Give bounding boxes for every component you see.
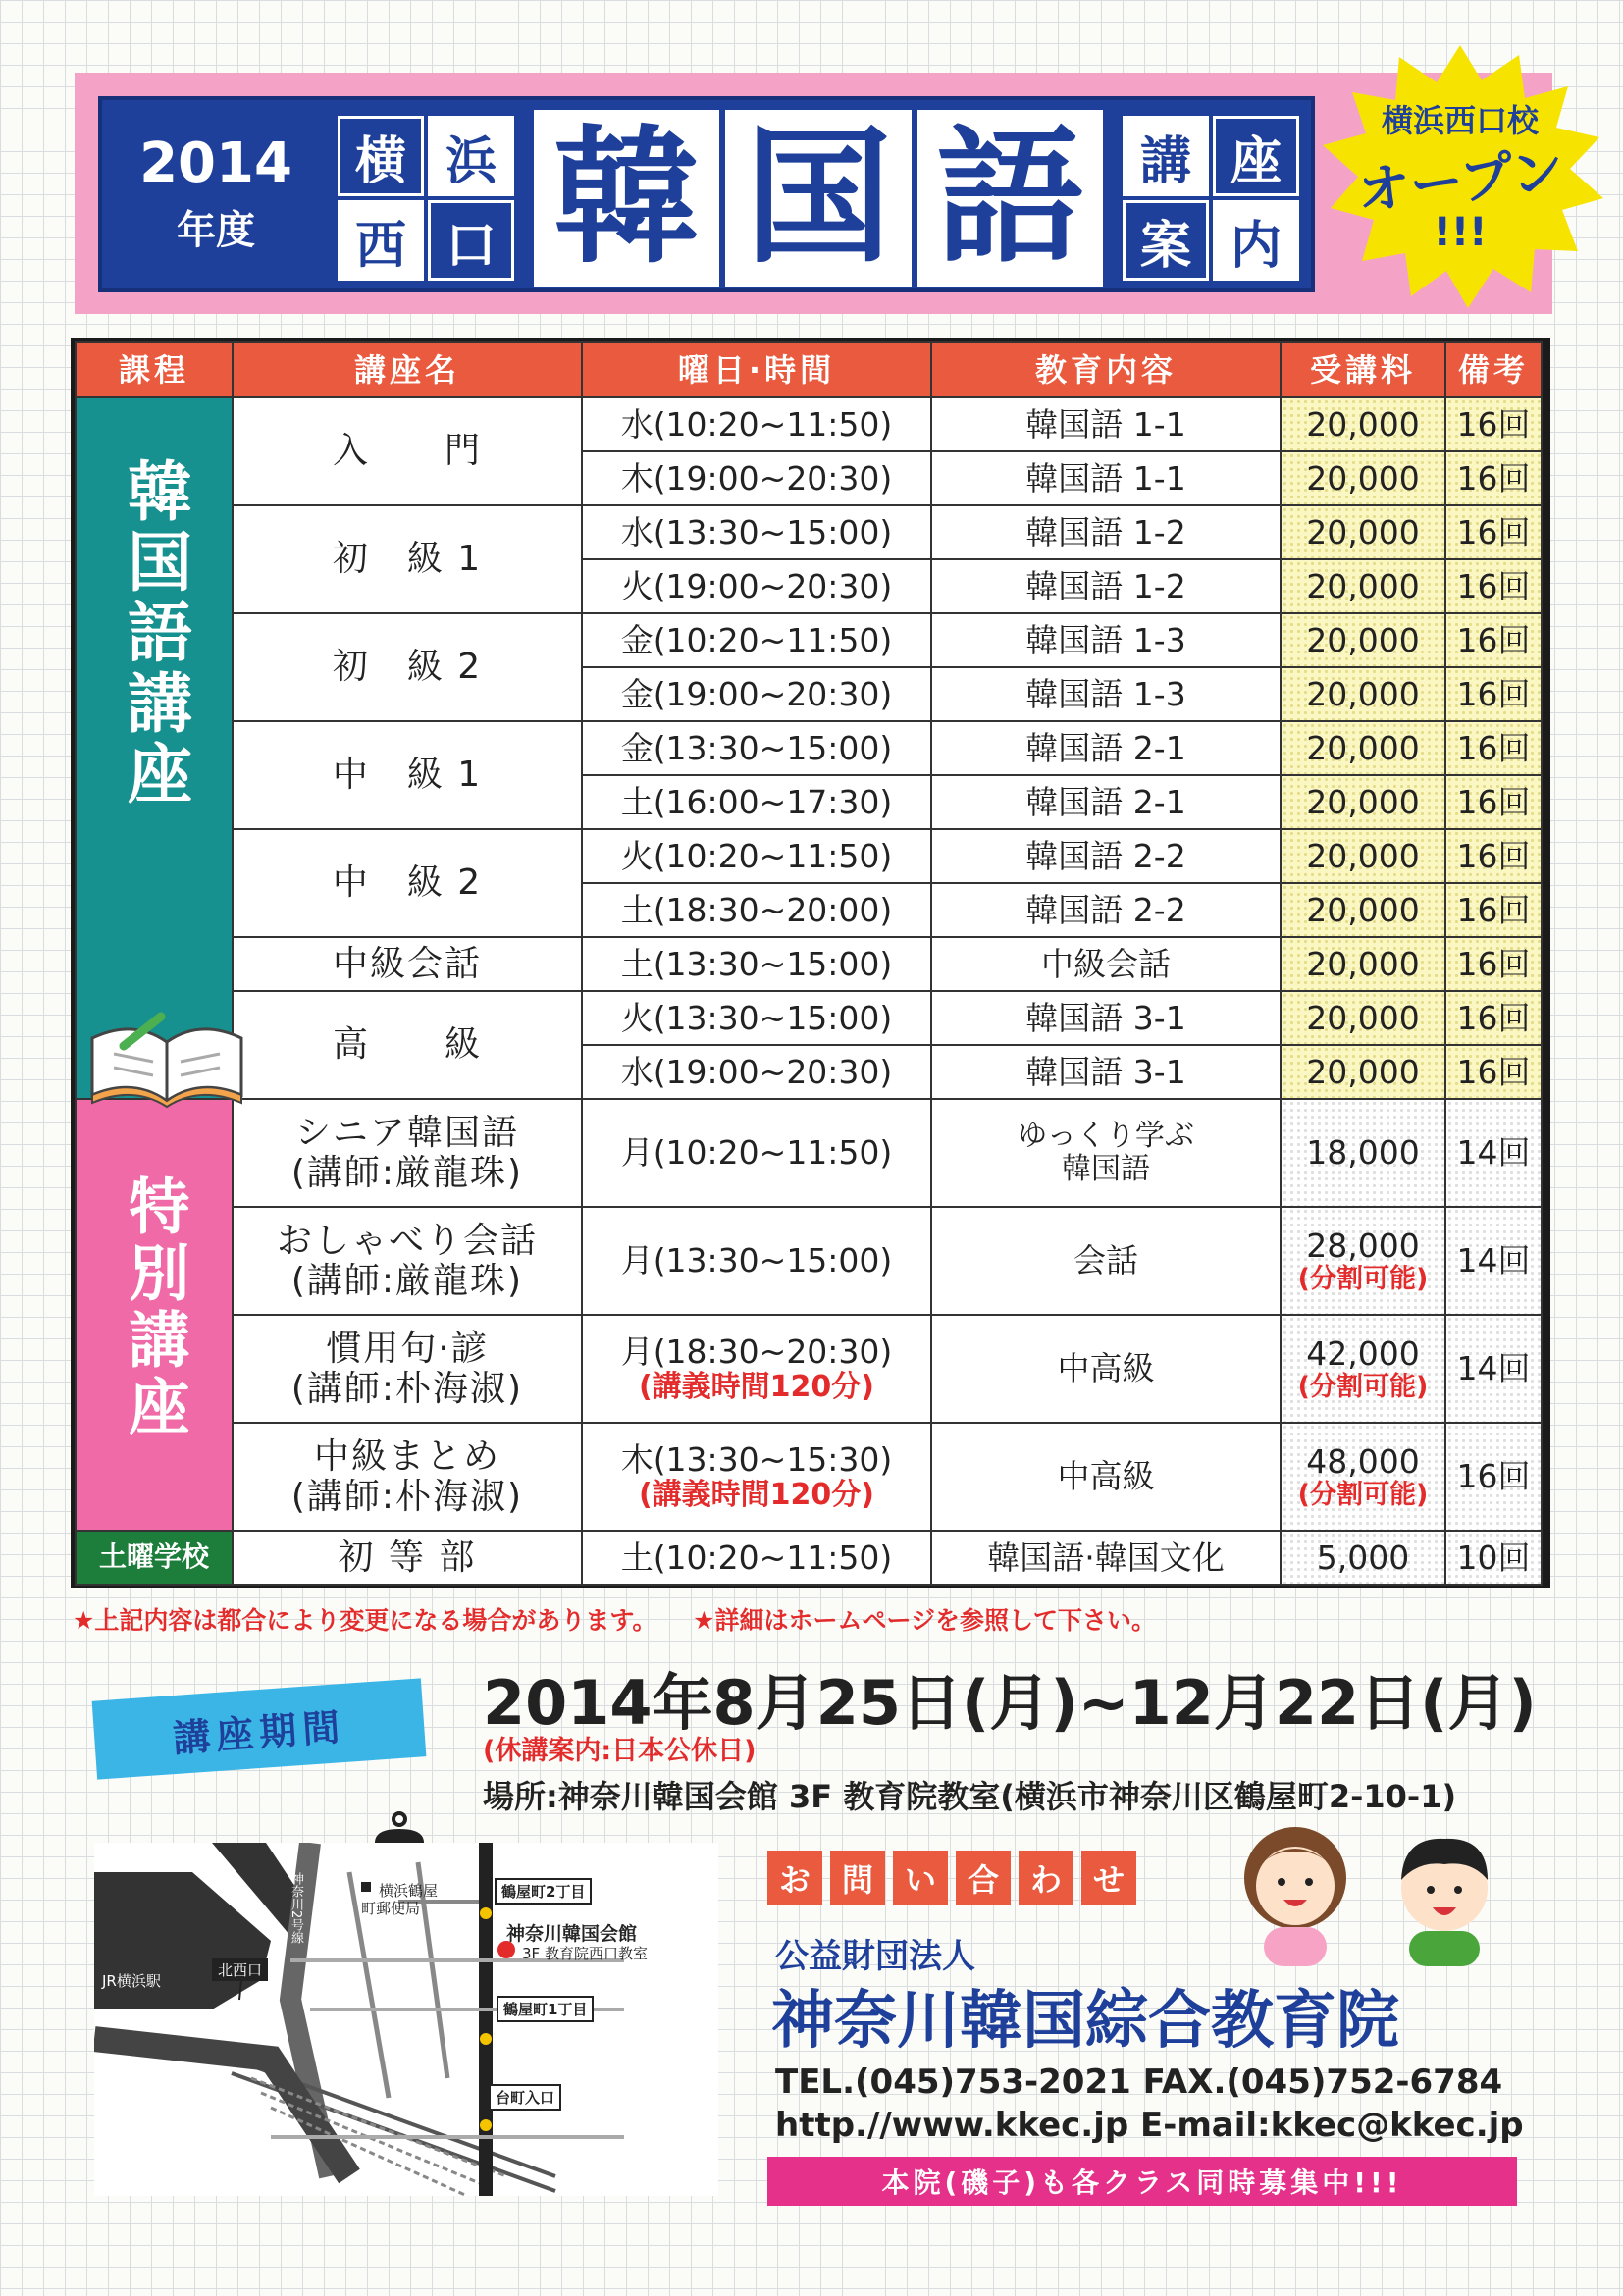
recruitment-banner: 本院(磯子)も各クラス同時募集中!!! [767,2157,1517,2206]
course-fee: 20,000 [1281,397,1445,451]
course-sessions: 16回 [1445,991,1542,1045]
station-label: JR横浜駅 [102,1972,161,1990]
course-fee: 20,000 [1281,829,1445,883]
column-header: 課程 [76,342,233,397]
table-row [76,1099,1542,1207]
course-fee [1281,1423,1445,1531]
location-char: 口 [428,200,514,281]
table-row [76,1315,1542,1423]
course-time: 水(19:00~20:30) [582,1045,931,1099]
stop-label: 鶴屋町1丁目 [497,1996,594,2022]
course-sessions: 14回 [1445,1099,1542,1207]
course-content-line1: ゆっくり学ぶ [1018,1118,1194,1153]
title-char: 国 [725,110,911,287]
course-name: 中 級 1 [233,721,582,829]
course-fee: 20,000 [1281,613,1445,667]
course-fee: 20,000 [1281,721,1445,775]
column-header: 曜日·時間 [582,342,931,397]
course-fee-amount: 48,000 [1306,1441,1420,1481]
hall-room-label: 3F 教育院西口教室 [522,1945,648,1962]
course-fee: 20,000 [1281,451,1445,505]
inquiry-char: せ [1081,1851,1136,1905]
year-label [118,116,314,281]
inquiry-heading [767,1851,1136,1905]
location-title [338,116,514,281]
course-sessions: 16回 [1445,721,1542,775]
course-content: 韓国語 1-3 [931,613,1281,667]
course-name: 初 等 部 [233,1531,582,1585]
location-char: 浜 [428,116,514,196]
table-row [76,505,1542,559]
course-content: 韓国語 2-1 [931,721,1281,775]
course-content: 韓国語·韓国文化 [931,1531,1281,1585]
course-time: 木(19:00~20:30) [582,451,931,505]
category-korean-label: 韓国語講座 [116,457,192,810]
course-sessions: 16回 [1445,451,1542,505]
burst-school-name: 横浜西口校 [1381,102,1539,139]
inquiry-char: わ [1019,1851,1073,1905]
year-suffix: 年度 [177,208,255,253]
course-fee: 20,000 [1281,937,1445,991]
column-header: 教育内容 [931,342,1281,397]
course-sessions: 16回 [1445,937,1542,991]
inquiry-char: い [893,1851,948,1905]
column-header: 備考 [1445,342,1542,397]
course-time-value: 木(13:30~15:30) [620,1439,893,1479]
category-korean [76,397,233,1099]
course-time [582,1423,931,1531]
course-content [931,1099,1281,1207]
notice-homepage: ★詳細はホームページを参照して下さい。 [693,1606,1157,1635]
course-content: 韓国語 3-1 [931,991,1281,1045]
installment-note: (分割可能) [1297,1264,1429,1295]
course-fee: 20,000 [1281,775,1445,829]
exit-label: 北西口 [212,1958,268,1981]
course-content: 会話 [931,1207,1281,1315]
course-name [233,1423,582,1531]
course-sessions: 16回 [1445,1423,1542,1531]
course-fee [1281,1207,1445,1315]
course-sessions: 16回 [1445,613,1542,667]
course-char: 内 [1213,200,1299,281]
course-name: 初 級 1 [233,505,582,613]
venue-address: 場所:神奈川韓国会館 3F 教育院教室(横浜市神奈川区鶴屋町2-10-1) [483,1778,1457,1815]
course-time: 火(10:20~11:50) [582,829,931,883]
course-time: 土(16:00~17:30) [582,775,931,829]
course-time: 金(10:20~11:50) [582,613,931,667]
column-header: 講座名 [233,342,582,397]
course-content: 中高級 [931,1315,1281,1423]
course-title: 中級まとめ [313,1435,500,1477]
table-row [76,721,1542,775]
year-number: 2014 [139,131,292,195]
course-name [233,1315,582,1423]
course-fee: 20,000 [1281,505,1445,559]
organization-name: 神奈川韓国綜合教育院 [771,1985,1399,2058]
burst-open-text: オープン [1354,139,1567,223]
course-content: 韓国語 1-3 [931,667,1281,721]
stop-label: 鶴屋町2丁目 [495,1878,592,1905]
course-fee: 5,000 [1281,1531,1445,1585]
course-char: 講 [1123,116,1209,196]
course-char: 座 [1213,116,1299,196]
course-name: 初 級 2 [233,613,582,721]
table-row [76,1423,1542,1531]
course-time: 土(18:30~20:00) [582,883,931,937]
course-guide-title [1123,116,1299,281]
course-fee: 20,000 [1281,1045,1445,1099]
title-char: 韓 [534,110,719,287]
course-content: 韓国語 3-1 [931,1045,1281,1099]
phone-fax[interactable]: TEL.(045)753-2021 FAX.(045)752-6784 [775,2062,1503,2102]
location-char: 西 [338,200,424,281]
course-fee: 18,000 [1281,1099,1445,1207]
course-sessions: 16回 [1445,667,1542,721]
category-saturday: 土曜学校 [76,1531,233,1585]
header-banner [98,96,1315,292]
pin-icon [365,1807,434,1847]
inquiry-char: 問 [830,1851,885,1905]
category-special-label: 特別講座 [118,1174,190,1441]
course-teacher: (講師:厳龍珠) [290,1153,524,1193]
table-row [76,397,1542,451]
notice-text [73,1601,1544,1637]
course-name: 入 門 [233,397,582,505]
lecture-duration-note: (講義時間120分) [638,1369,875,1404]
course-sessions: 16回 [1445,1045,1542,1099]
course-title: シニア韓国語 [294,1112,519,1153]
course-teacher: (講師:朴海淑) [290,1477,524,1517]
course-sessions: 16回 [1445,883,1542,937]
course-fee-amount: 28,000 [1306,1226,1420,1265]
burst-exclaim: !!! [1433,210,1488,255]
course-content: 韓国語 1-2 [931,559,1281,613]
course-period-badge: 講座期間 [92,1678,427,1779]
course-fee: 20,000 [1281,667,1445,721]
table-row [76,937,1542,991]
main-title [534,110,1103,287]
course-time: 土(10:20~11:50) [582,1531,931,1585]
course-time: 土(13:30~15:00) [582,937,931,991]
inquiry-char: 合 [956,1851,1011,1905]
inquiry-char: お [767,1851,822,1905]
course-time: 火(13:30~15:00) [582,991,931,1045]
course-content: 中高級 [931,1423,1281,1531]
course-title: おしゃべり会話 [276,1220,538,1261]
table-row [76,829,1542,883]
website-email[interactable]: http.//www.kkec.jp E-mail:kkec@kkec.jp [775,2106,1524,2145]
course-fee-amount: 42,000 [1306,1333,1420,1373]
course-time: 月(13:30~15:00) [582,1207,931,1315]
course-fee [1281,1315,1445,1423]
installment-note: (分割可能) [1297,1372,1429,1403]
course-sessions: 16回 [1445,829,1542,883]
installment-note: (分割可能) [1297,1480,1429,1511]
course-sessions: 16回 [1445,775,1542,829]
post-office-label-2: 町郵便局 [361,1900,421,1917]
location-char: 横 [338,116,424,196]
course-char: 案 [1123,200,1209,281]
course-fee: 20,000 [1281,559,1445,613]
course-teacher: (講師:朴海淑) [290,1369,524,1409]
course-time [582,1315,931,1423]
course-time: 火(19:00~20:30) [582,559,931,613]
table-row [76,1531,1542,1585]
course-teacher: (講師:厳龍珠) [290,1261,524,1301]
course-title: 慣用句·諺 [326,1328,489,1369]
course-name [233,1207,582,1315]
course-name [233,1099,582,1207]
course-content: 韓国語 1-1 [931,451,1281,505]
holiday-note: (休講案内:日本公休日) [483,1736,757,1766]
people-illustration-icon [1217,1809,1531,1966]
course-sessions: 14回 [1445,1207,1542,1315]
category-special [76,1099,233,1531]
course-time: 月(10:20~11:50) [582,1099,931,1207]
road-label: 神奈川2号線 [288,1872,303,1945]
course-time: 金(19:00~20:30) [582,667,931,721]
course-name: 中級会話 [233,937,582,991]
course-sessions: 10回 [1445,1531,1542,1585]
course-content: 韓国語 1-2 [931,505,1281,559]
course-content-line2: 韓国語 [1062,1152,1150,1186]
schedule-table-frame [71,338,1550,1588]
course-content: 韓国語 2-2 [931,883,1281,937]
course-name: 高 級 [233,991,582,1099]
course-time: 金(13:30~15:00) [582,721,931,775]
table-header-row [76,342,1542,397]
course-time: 水(10:20~11:50) [582,397,931,451]
course-fee: 20,000 [1281,883,1445,937]
course-sessions: 16回 [1445,397,1542,451]
course-content: 中級会話 [931,937,1281,991]
course-content: 韓国語 2-1 [931,775,1281,829]
title-char: 語 [917,110,1103,287]
stop-label: 台町入口 [489,2084,561,2111]
opening-burst [1313,41,1607,316]
course-sessions: 16回 [1445,505,1542,559]
lecture-duration-note: (講義時間120分) [638,1477,875,1512]
schedule-table [75,341,1543,1586]
course-name: 中 級 2 [233,829,582,937]
table-row [76,613,1542,667]
course-time-value: 月(18:30~20:30) [620,1331,893,1371]
notice-change: ★上記内容は都合により変更になる場合があります。 [73,1606,657,1635]
open-book-icon [84,999,249,1109]
column-header: 受講料 [1281,342,1445,397]
post-office-label: 横浜鶴屋 [379,1882,439,1900]
course-content: 韓国語 1-1 [931,397,1281,451]
course-period-dates: 2014年8月25日(月)~12月22日(月) [483,1667,1537,1739]
table-row [76,991,1542,1045]
course-time: 水(13:30~15:00) [582,505,931,559]
foundation-type: 公益財団法人 [775,1937,975,1976]
access-map [94,1843,718,2196]
course-sessions: 16回 [1445,559,1542,613]
table-row [76,1207,1542,1315]
hall-label: 神奈川韓国会館 [506,1923,638,1945]
course-content: 韓国語 2-2 [931,829,1281,883]
course-sessions: 14回 [1445,1315,1542,1423]
course-fee: 20,000 [1281,991,1445,1045]
